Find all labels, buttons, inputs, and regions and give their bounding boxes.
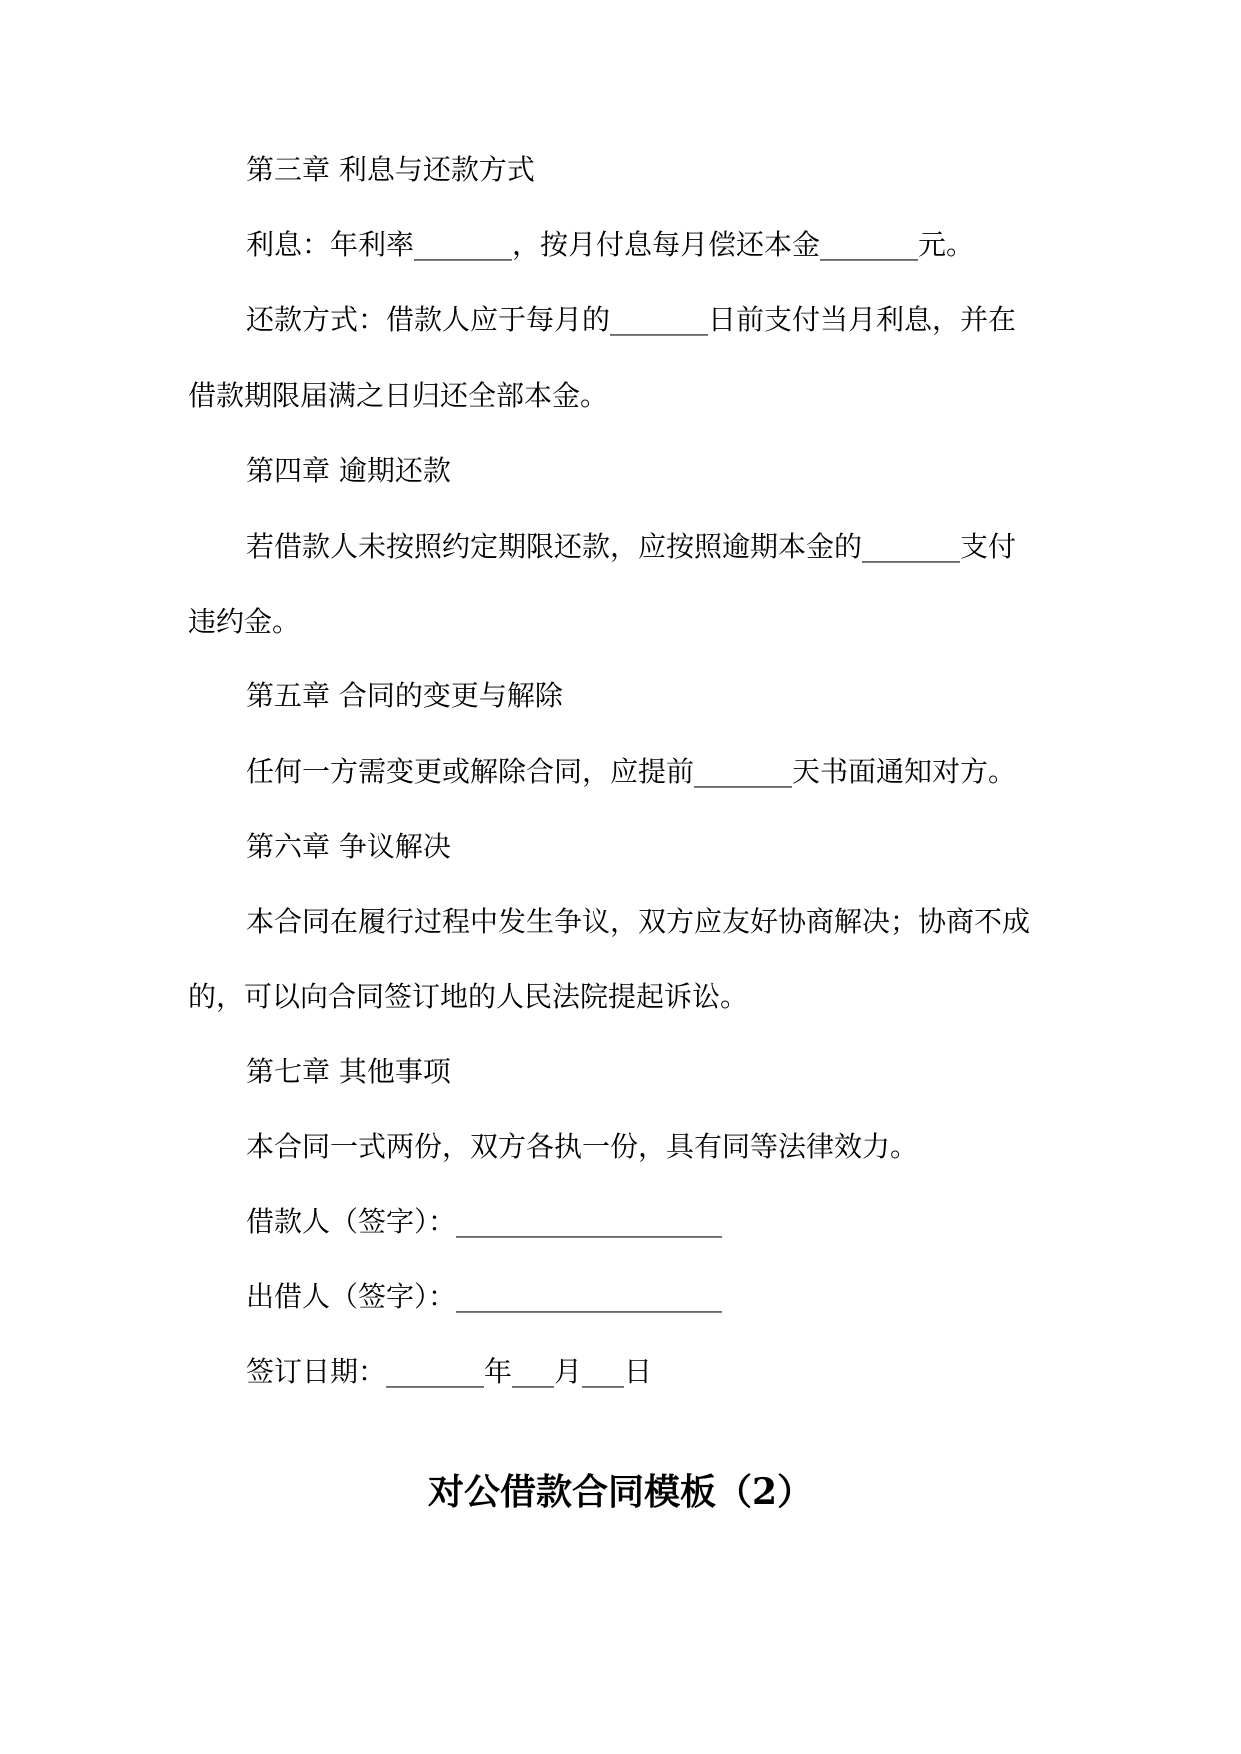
next-contract-title: 对公借款合同模板（2） <box>427 1471 814 1513</box>
repayment-clause-line-1: 还款方式：借款人应于每月的_______日前支付当月利息，并在 <box>246 303 1017 336</box>
borrower-signature-line: 借款人（签字）：___________________ <box>246 1205 723 1238</box>
chapter-7-heading: 第七章 其他事项 <box>246 1055 451 1088</box>
chapter-3-heading: 第三章 利息与还款方式 <box>246 153 535 186</box>
change-clause: 任何一方需变更或解除合同，应提前_______天书面通知对方。 <box>246 755 1017 788</box>
chapter-6-heading: 第六章 争议解决 <box>246 830 451 863</box>
copies-clause: 本合同一式两份，双方各执一份，具有同等法律效力。 <box>246 1130 919 1163</box>
dispute-clause-line-2: 的，可以向合同签订地的人民法院提起诉讼。 <box>188 980 749 1013</box>
repayment-clause-line-2: 借款期限届满之日归还全部本金。 <box>188 379 609 412</box>
interest-clause: 利息：年利率_______，按月付息每月偿还本金_______元。 <box>246 228 975 261</box>
chapter-5-heading: 第五章 合同的变更与解除 <box>246 679 563 712</box>
signing-date-line: 签订日期：_______年___月___日 <box>246 1355 653 1388</box>
overdue-clause-line-1: 若借款人未按照约定期限还款，应按照逾期本金的_______支付 <box>246 530 1017 563</box>
overdue-clause-line-2: 违约金。 <box>188 605 301 638</box>
lender-signature-line: 出借人（签字）：___________________ <box>246 1280 723 1313</box>
chapter-4-heading: 第四章 逾期还款 <box>246 454 451 487</box>
dispute-clause-line-1: 本合同在履行过程中发生争议，双方应友好协商解决；协商不成 <box>246 905 1031 938</box>
